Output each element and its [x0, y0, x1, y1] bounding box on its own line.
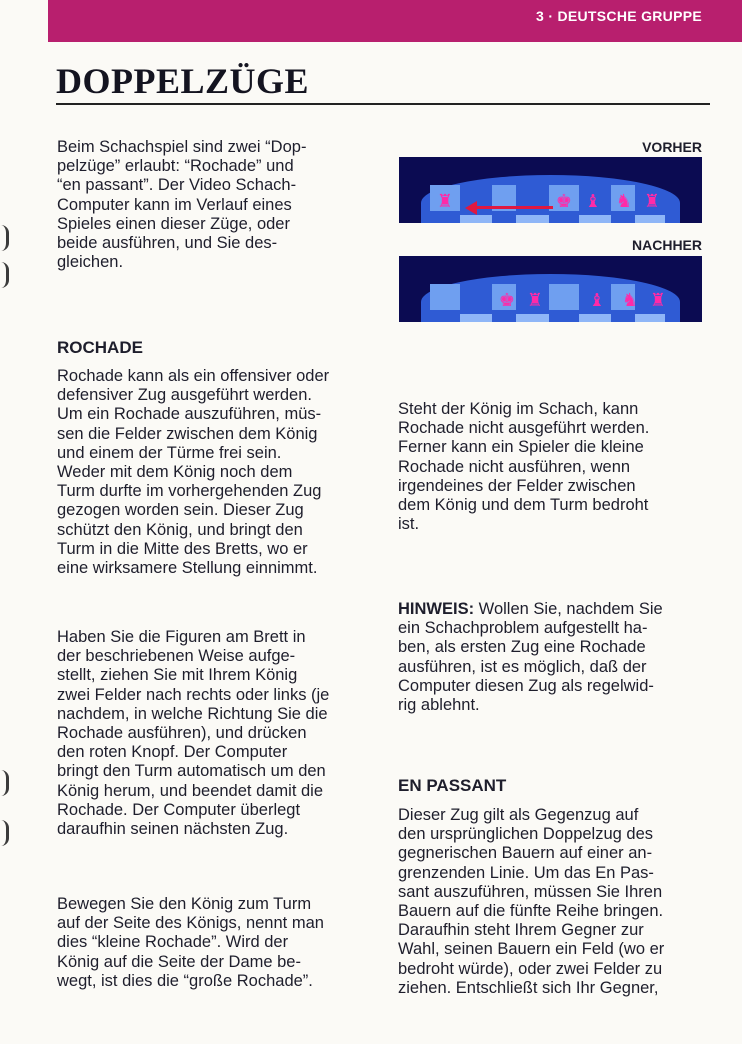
board-square: [579, 215, 611, 223]
move-arrow: [475, 206, 553, 209]
text-line: sen die Felder zwischen dem König: [57, 424, 318, 443]
text-line: ist.: [398, 515, 420, 534]
text-line: ausführen, ist es möglich, daß der: [398, 657, 647, 676]
king-icon: ♚: [555, 191, 573, 212]
rochade-paragraph-2: [57, 628, 329, 839]
board-square: [516, 314, 549, 322]
hinweis-paragraph: [398, 600, 663, 715]
text-line: nachdem, in welche Richtung Sie die: [57, 704, 328, 723]
text-line: sant auszuführen, müssen Sie Ihren: [398, 882, 663, 901]
text-line: Turm in die Mitte des Bretts, wo er: [57, 539, 308, 558]
binder-ring: [0, 770, 9, 796]
bishop-icon: ♝: [588, 290, 606, 311]
text-line: Bewegen Sie den König zum Turm: [57, 895, 312, 913]
text-line: dies “kleine Rochade”. Wird der: [57, 933, 289, 952]
text-line: wegt, ist dies die “große Rochade”.: [57, 971, 313, 990]
text-line: Rochade nicht ausführen, wenn: [398, 457, 631, 476]
header-band: [48, 0, 742, 42]
text-line: daraufhin seinen nächsten Zug.: [57, 820, 289, 839]
text-line: gleichen.: [57, 253, 124, 272]
text-line: Rochade. Der Computer überlegt: [57, 800, 301, 819]
board-square: [460, 215, 492, 223]
text-line: beide ausführen, und Sie des-: [57, 234, 278, 253]
text-line: den ursprünglichen Doppelzug des: [398, 825, 654, 844]
knight-icon: ♞: [615, 191, 633, 212]
text-line: Computer diesen Zug als regelwid-: [398, 676, 654, 695]
text-line: der beschriebenen Weise aufge-: [57, 647, 296, 666]
rook-icon: ♜: [649, 290, 667, 311]
text-line: ziehen. Entschließt sich Ihr Gegner,: [398, 978, 659, 997]
text-line: ben, als ersten Zug eine Rochade: [398, 638, 646, 657]
text-line: zwei Felder nach rechts oder links (je: [57, 685, 330, 704]
text-line: König herum, und beendet damit die: [57, 781, 324, 800]
text-line: irgendeines der Felder zwischen: [398, 476, 636, 495]
rook-icon: ♜: [643, 191, 661, 212]
hinweis-label: HINWEIS:: [398, 600, 475, 618]
board-square: [549, 284, 579, 310]
text-line: grenzenden Linie. Um das En Pas-: [398, 863, 654, 882]
binder-ring: [0, 820, 9, 846]
intro-paragraph: [57, 138, 306, 272]
text-line: pelzüge” erlaubt: “Rochade” und: [57, 157, 294, 176]
rochade-paragraph-3: [57, 895, 324, 991]
text-line: Beim Schachspiel sind zwei “Dop-: [57, 138, 307, 156]
board-square: [430, 284, 460, 310]
rochade-heading: ROCHADE: [57, 338, 143, 357]
after-board-figure: [399, 256, 702, 322]
en-passant-paragraph: [398, 806, 664, 998]
text-line: bringt den Turm automatisch um den: [57, 762, 326, 781]
bishop-icon: ♝: [584, 191, 602, 212]
rook-icon: ♜: [436, 191, 454, 212]
arrow-head-icon: [465, 201, 477, 215]
text-line: [398, 600, 663, 619]
text-line: Haben Sie die Figuren am Brett in: [57, 628, 306, 646]
page-title: DOPPELZÜGE: [56, 61, 310, 101]
text-line: Turm durfte im vorhergehenden Zug: [57, 482, 322, 501]
text-line: Bauern auf die fünfte Reihe bringen.: [398, 902, 664, 921]
text-line: eine wirksamere Stellung einnimmt.: [57, 559, 318, 578]
king-icon: ♚: [498, 290, 516, 311]
before-label: VORHER: [642, 139, 702, 155]
text-line: ein Schachproblem aufgestellt ha-: [398, 619, 648, 638]
board-square: [635, 314, 665, 322]
rochade-paragraph-4: [398, 400, 649, 534]
text-line: gezogen worden sein. Dieser Zug: [57, 501, 304, 520]
text-line: defensiver Zug ausgeführt werden.: [57, 386, 312, 405]
text-line: gegnerischen Bauern auf einer an-: [398, 844, 653, 863]
text-line: Steht der König im Schach, kann: [398, 400, 639, 418]
before-board-figure: [399, 157, 702, 223]
text-line: dem König und dem Turm bedroht: [398, 496, 649, 515]
hinweis-first-line: Wollen Sie, nachdem Sie: [474, 600, 663, 618]
board-square: [579, 314, 611, 322]
text-line: Rochade kann als ein offensiver oder: [57, 367, 330, 385]
text-line: stellt, ziehen Sie mit Ihrem König: [57, 666, 298, 685]
text-line: Dieser Zug gilt als Gegenzug auf: [398, 806, 639, 824]
binder-ring: [0, 262, 9, 288]
text-line: auf der Seite des Königs, nennt man: [57, 914, 324, 933]
en-passant-heading: EN PASSANT: [398, 776, 507, 795]
text-line: und einem der Türme frei sein.: [57, 443, 282, 462]
knight-icon: ♞: [621, 290, 639, 311]
text-line: Um ein Rochade auszuführen, müs-: [57, 405, 322, 424]
rook-icon: ♜: [526, 290, 544, 311]
text-line: schützt den König, und bringt den: [57, 520, 303, 539]
rochade-paragraph-1: [57, 367, 329, 578]
binder-ring: [0, 225, 9, 251]
board-square: [635, 215, 665, 223]
section-label: 3 · DEUTSCHE GRUPPE: [536, 8, 702, 24]
board-square: [460, 314, 492, 322]
after-label: NACHHER: [632, 237, 702, 253]
text-line: Rochade ausführen), und drücken: [57, 724, 307, 743]
text-line: Computer kann im Verlauf eines: [57, 195, 292, 214]
text-line: Weder mit dem König noch dem: [57, 463, 293, 482]
text-line: Spieles einen dieser Züge, oder: [57, 214, 290, 233]
text-line: rig ablehnt.: [398, 696, 480, 715]
text-line: Ferner kann ein Spieler die kleine: [398, 438, 644, 457]
text-line: Rochade nicht ausgeführt werden.: [398, 419, 650, 438]
text-line: “en passant”. Der Video Schach-: [57, 176, 297, 195]
text-line: König auf die Seite der Dame be-: [57, 952, 301, 971]
text-line: Daraufhin steht Ihrem Gegner zur: [398, 921, 644, 940]
text-line: Wahl, seinen Bauern ein Feld (wo er: [398, 940, 665, 959]
board-square: [516, 215, 549, 223]
title-rule: [56, 103, 710, 105]
text-line: den roten Knopf. Der Computer: [57, 743, 288, 762]
text-line: bedroht würde), oder zwei Felder zu: [398, 959, 663, 978]
